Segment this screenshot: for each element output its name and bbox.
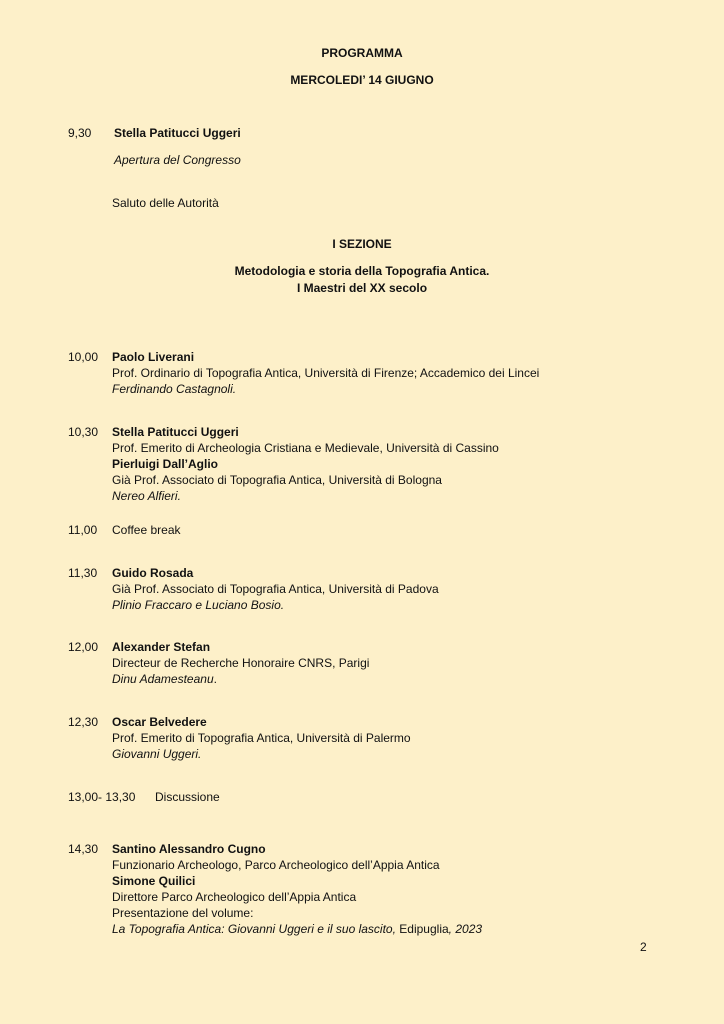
speaker-liverani: Paolo Liverani: [112, 350, 195, 364]
speaker-cugno: Santino Alessandro Cugno: [112, 842, 266, 856]
speaker-patitucci: Stella Patitucci Uggeri: [112, 425, 239, 439]
coffee-break: Coffee break: [112, 523, 181, 537]
role-stefan: Directeur de Recherche Honoraire CNRS, Parigi: [112, 656, 370, 670]
book-presentation-intro: Presentazione del volume:: [112, 906, 254, 920]
topic-uggeri: Giovanni Uggeri.: [112, 747, 202, 761]
time-1300-1330: 13,00- 13,30: [68, 790, 136, 804]
section-label: I SEZIONE: [332, 237, 392, 251]
topic-alfieri: Nereo Alfieri.: [112, 489, 181, 503]
role-cugno: Funzionario Archeologo, Parco Archeologico dell’Appia Antica: [112, 858, 440, 872]
section-title-line2: I Maestri del XX secolo: [296, 281, 428, 295]
speaker-dallaglio: Pierluigi Dall’Aglio: [112, 457, 219, 471]
time-1100: 11,00: [68, 523, 98, 537]
topic-adamesteanu: Dinu Adamesteanu: [112, 672, 214, 686]
role-patitucci: Prof. Emerito di Archeologia Cristiana e Medievale, Università di Cassino: [112, 441, 499, 455]
topic-fraccaro-bosio: Plinio Fraccaro e Luciano Bosio.: [112, 598, 285, 612]
time-1430: 14,30: [68, 842, 99, 856]
time-1030: 10,30: [68, 425, 99, 439]
book-year: , 2023: [448, 922, 483, 936]
authorities-greeting: Saluto delle Autorità: [112, 196, 219, 210]
role-quilici: Direttore Parco Archeologico dell’Appia Antica: [112, 890, 357, 904]
role-belvedere: Prof. Emerito di Topografia Antica, Università di Palermo: [112, 731, 411, 745]
section-title-line1: Metodologia e storia della Topografia Antica.: [234, 264, 490, 278]
speaker-belvedere: Oscar Belvedere: [112, 715, 207, 729]
program-date: MERCOLEDI’ 14 GIUGNO: [290, 73, 434, 87]
time-1230: 12,30: [68, 715, 99, 729]
time-1200: 12,00: [68, 640, 99, 654]
role-liverani: Prof. Ordinario di Topografia Antica, Università di Firenze; Accademico dei Lincei: [112, 366, 540, 380]
topic-adamesteanu-line: [112, 671, 217, 687]
topic-castagnoli: Ferdinando Castagnoli.: [112, 382, 237, 396]
opening-speaker: Stella Patitucci Uggeri: [114, 126, 241, 140]
role-rosada: Già Prof. Associato di Topografia Antica, Università di Padova: [112, 582, 439, 596]
program-title: PROGRAMMA: [321, 46, 403, 60]
opening-subtitle: Apertura del Congresso: [114, 153, 241, 167]
discussion: Discussione: [155, 790, 220, 804]
topic-adamesteanu-period: .: [213, 672, 217, 686]
book-title: La Topografia Antica: Giovanni Uggeri e il suo lascito,: [112, 922, 396, 936]
page-number: 2: [640, 940, 647, 954]
book-publisher: Edipuglia: [395, 922, 449, 936]
book-citation: [112, 921, 482, 937]
time-1000: 10,00: [68, 350, 99, 364]
speaker-rosada: Guido Rosada: [112, 566, 194, 580]
speaker-quilici: Simone Quilici: [112, 874, 196, 888]
time-1130: 11,30: [68, 566, 98, 580]
speaker-stefan: Alexander Stefan: [112, 640, 211, 654]
opening-time: 9,30: [68, 126, 92, 140]
role-dallaglio: Già Prof. Associato di Topografia Antica, Università di Bologna: [112, 473, 442, 487]
